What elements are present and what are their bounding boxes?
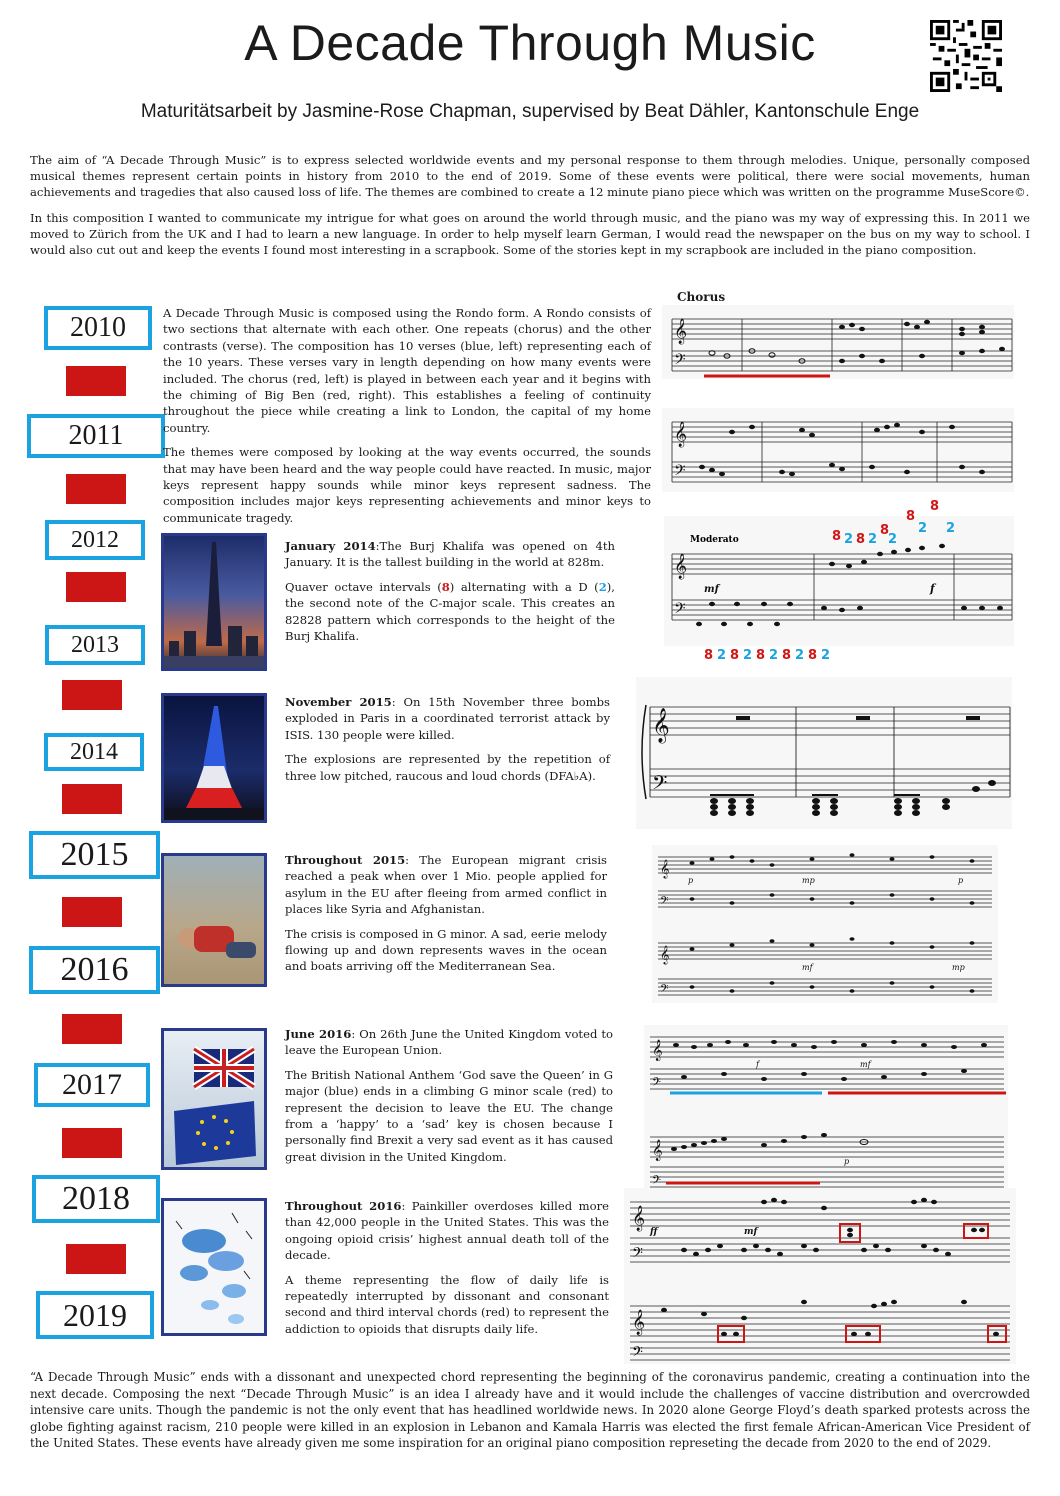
event-burj-khalifa: January 2014:The Burj Khalifa was opened on 4th January. It is the tallest building in the world at 828m. Quaver octave intervals (8) alternating with a D (2), the second note of the C-major scale. This creates an 82828 pattern which corresponds to the height of the Burj Khalifa. [285, 539, 615, 644]
migrant-crisis-score [652, 845, 998, 1003]
intro-paragraph-1: The aim of “A Decade Through Music” is to express selected worldwide events and my personal response to them through melodies. Unique, personally composed musical themes represent certain points in history from 2010 to the end of 2019. Some of these events were political, there were social movements, human achievements and tragedies that also caused loss of life. The themes are combined to create a 12 minute piano piece which was written on the programme MuseScore©. [30, 153, 1030, 199]
svg-text:𝄞: 𝄞 [652, 1140, 663, 1161]
chorus-marker [66, 1244, 126, 1274]
svg-text:8: 8 [880, 523, 890, 538]
svg-text:𝄢: 𝄢 [660, 895, 669, 910]
svg-text:2: 2 [868, 532, 878, 547]
svg-text:𝄞: 𝄞 [674, 554, 688, 579]
svg-text:2: 2 [769, 648, 779, 663]
svg-text:mf: mf [860, 1060, 871, 1069]
chorus-marker [62, 1014, 122, 1044]
rondo-description [163, 305, 651, 534]
svg-text:mf: mf [802, 963, 813, 972]
svg-text:8: 8 [756, 648, 766, 663]
svg-text:𝄢: 𝄢 [652, 771, 668, 799]
intro-paragraph-2: In this composition I wanted to communicate my intrigue for what goes on around the world through music, and the piano was my way of expressing this. In 2011 we moved to Zürich from the UK and I had to learn a new language. In order to help myself learn German, I would read the newspaper on the bus on my way to school. I would also cut out and keep the events I found most interesting in a scrapbook. Some of the stories kept in my scrapbook are included in the piano composition. [30, 211, 1030, 257]
event-paris-attack: November 2015: On 15th November three bombs exploded in Paris in a coordinated terrorist attack by ISIS. 130 people were killed. The explosions are represented by the repetition of three low pitched, raucous and loud chords (DFA♭A). [285, 695, 611, 783]
svg-text:2: 2 [743, 648, 753, 663]
brexit-flags-photo [161, 1028, 267, 1170]
chorus-marker [66, 572, 126, 602]
svg-text:ff: ff [650, 1227, 658, 1237]
opioid-score [624, 1188, 1016, 1364]
svg-text:𝄞: 𝄞 [632, 1310, 646, 1335]
svg-text:𝄞: 𝄞 [652, 1040, 663, 1061]
svg-text:𝄞: 𝄞 [632, 1206, 646, 1231]
page-title: A Decade Through Music [244, 15, 816, 71]
year-box-2017: 2017 [34, 1063, 150, 1107]
year-box-2014: 2014 [44, 733, 144, 771]
svg-text:8: 8 [704, 648, 714, 663]
tempo-marking: Moderato [690, 535, 739, 545]
rondo-paragraph-1: A Decade Through Music is composed using the Rondo form. A Rondo consists of two sections that alternate with each other. One repeats (chorus) and the other contrasts (verse). The composition has 10 verses (blue, left) representing each of the 10 years. These verses vary in length depending on how many events were included. The chorus (red, left) is played in between each year and it begins with the chiming of Big Ben (red, right). This establishes a feeling of continuity throughout the piece while creating a link to London, the capital of my home country. [163, 306, 651, 435]
svg-text:𝄞: 𝄞 [652, 708, 670, 743]
svg-text:mf: mf [704, 584, 719, 595]
svg-text:8: 8 [832, 529, 842, 544]
page-subtitle: Maturitätsarbeit by Jasmine-Rose Chapman, supervised by Beat Dähler, Kantonschule Enge [140, 101, 920, 122]
year-box-2018: 2018 [32, 1175, 160, 1223]
svg-text:𝄢: 𝄢 [632, 1344, 643, 1364]
svg-text:f: f [756, 1060, 759, 1069]
event-brexit: June 2016: On 26th June the United Kingdom voted to leave the European Union. The British National Anthem ‘God save the Queen’ in G major (blue) ends in a climbing G minor scale (red) to represent the decision to leave the EU. The change from a ‘happy’ to a ‘sad’ key is chosen because I personally find Brexit a very sad event as it has caused great division in the United Kingdom. [285, 1027, 613, 1164]
svg-text:2: 2 [946, 521, 956, 536]
svg-text:mf: mf [744, 1227, 758, 1237]
year-box-2011: 2011 [27, 414, 165, 458]
svg-text:f: f [930, 582, 935, 595]
year-box-2013: 2013 [45, 625, 145, 665]
svg-text:𝄢: 𝄢 [674, 462, 686, 483]
svg-text:8: 8 [930, 499, 940, 514]
svg-text:𝄞: 𝄞 [660, 945, 670, 964]
migrant-crisis-photo [161, 853, 267, 987]
svg-text:2: 2 [821, 648, 831, 663]
chorus-marker [66, 474, 126, 504]
svg-text:8: 8 [808, 648, 818, 663]
eiffel-tower-photo [161, 693, 267, 823]
bass-clef-icon: 𝄢 [674, 351, 686, 372]
svg-text:𝄢: 𝄢 [652, 1174, 662, 1189]
chorus-marker [62, 1128, 122, 1158]
svg-text:𝄞: 𝄞 [660, 859, 670, 878]
treble-clef-icon: 𝄞 [674, 319, 688, 344]
svg-text:𝄢: 𝄢 [660, 983, 669, 998]
svg-text:p: p [688, 876, 694, 885]
chorus-marker [62, 897, 122, 927]
svg-text:2: 2 [888, 532, 898, 547]
rondo-paragraph-2: The themes were composed by looking at the way events occurred, the sounds that may have been heard and the way people could have reacted. In music, major keys represent happy sounds while minor keys represent sadness. The composition includes major keys representing achievements and minor keys to communicate tragedy. [163, 445, 651, 525]
burj-khalifa-photo [161, 533, 267, 671]
year-box-2012: 2012 [45, 520, 145, 560]
svg-text:2: 2 [717, 648, 727, 663]
svg-text:8: 8 [906, 509, 916, 524]
event-opioid-crisis: Throughout 2016: Painkiller overdoses killed more than 42,000 people in the United States. This was the ongoing opioid crisis’ highest annual death toll of the decade. A theme representing the flow of daily life is repeatedly interrupted by dissonant and consonant second and third interval chords (red) to represent the addiction to opioids that disrupts daily life. [285, 1199, 609, 1336]
svg-text:2: 2 [795, 648, 805, 663]
brexit-score [644, 1025, 1008, 1189]
svg-text:p: p [958, 876, 964, 885]
qr-code-icon[interactable] [930, 20, 1002, 92]
svg-text:2: 2 [918, 521, 928, 536]
burj-khalifa-score [664, 496, 1014, 666]
svg-text:mp: mp [952, 963, 965, 972]
year-box-2019: 2019 [36, 1291, 154, 1339]
year-box-2015: 2015 [29, 831, 160, 879]
svg-text:𝄞: 𝄞 [674, 422, 688, 447]
event-heading: January 2014 [285, 539, 376, 553]
svg-text:8: 8 [782, 648, 792, 663]
svg-text:𝄢: 𝄢 [674, 600, 686, 621]
chorus-marker [62, 784, 122, 814]
closing-paragraph: “A Decade Through Music” ends with a dissonant and unexpected chord representing the beginning of the coronavirus pandemic, creating a continuation into the next decade. Composing the next “Decade Through Music” is an idea I already have and it would include the challenges of vaccine distribution and overcrowded intensive care units. Though the pandemic is not the only event that has headlined worldwide news. In 2020 alone George Floyd’s death sparked protests across the globe fighting against racism, 210 people were killed in an explosion in Lebanon and Kamala Harris was elected the first female African-American Vice President of the United States. These events have already given me some inspiration for an original piano composition represeting the decade from 2020 to the end of 2029. [30, 1370, 1030, 1450]
event-migrant-crisis: Throughout 2015: The European migrant crisis reached a peak when over 1 Mio. people applied for asylum in the EU after fleeing from armed conflict in places like Syria and Afghanistan. The crisis is composed in G minor. A sad, eerie melody flowing up and down represents waves in the ocean and boats arriving off the Mediterranean Sea. [285, 853, 607, 974]
chorus-label: Chorus [677, 290, 726, 304]
chorus-score-system-1 [662, 305, 1014, 379]
chorus-marker [62, 680, 122, 710]
svg-text:8: 8 [730, 648, 740, 663]
paris-score [636, 677, 1012, 829]
chorus-marker [66, 366, 126, 396]
svg-text:2: 2 [844, 532, 854, 547]
svg-text:p: p [844, 1157, 850, 1166]
svg-text:𝄢: 𝄢 [632, 1245, 643, 1265]
opioid-pills-photo [161, 1198, 267, 1336]
svg-text:𝄢: 𝄢 [652, 1076, 662, 1092]
svg-text:8: 8 [856, 532, 866, 547]
chorus-score-system-2 [662, 408, 1014, 492]
year-box-2010: 2010 [44, 306, 152, 350]
svg-text:mp: mp [802, 876, 815, 885]
year-box-2016: 2016 [29, 946, 160, 994]
